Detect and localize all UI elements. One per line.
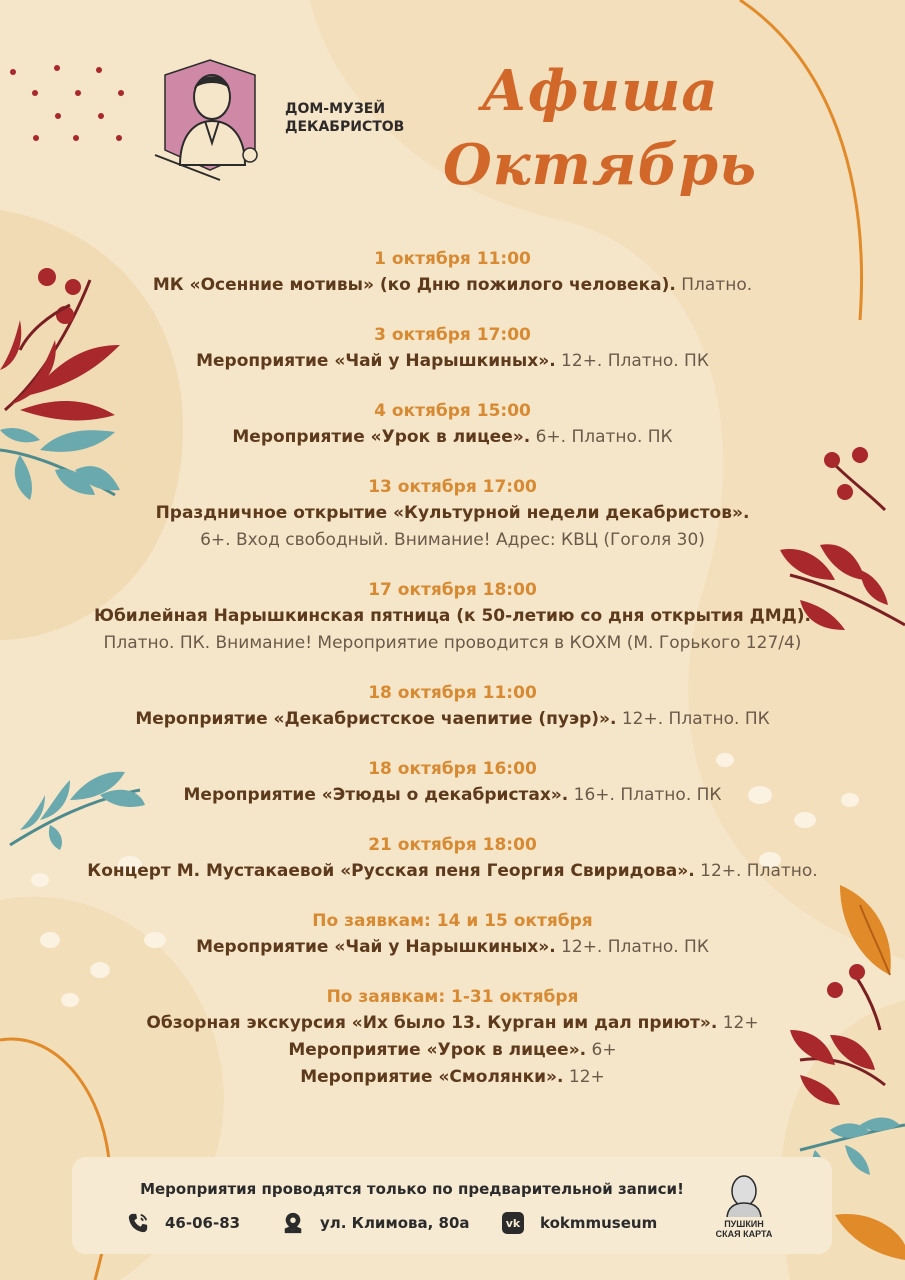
event-description: [40, 706, 865, 733]
event-date: 3 октября 17:00: [374, 325, 531, 345]
event-title: Мероприятие «Смолянки».: [300, 1067, 564, 1087]
phone-icon: [127, 1212, 149, 1234]
event-title: Мероприятие «Урок в лицее».: [232, 427, 531, 447]
svg-text:СКАЯ КАРТА: СКАЯ КАРТА: [715, 1229, 773, 1239]
event-title: Мероприятие «Этюды о декабристах».: [183, 785, 569, 805]
museum-name: [285, 100, 404, 136]
museum-logo: [150, 55, 270, 185]
event-item: [40, 984, 865, 1091]
event-schedule: [40, 246, 865, 1114]
event-date: 13 октября 17:00: [368, 477, 537, 497]
event-details: 16+. Платно. ПК: [568, 785, 722, 805]
pushkin-card-logo: [707, 1169, 782, 1244]
event-title: Обзорная экскурсия «Их было 13. Курган им дал приют».: [146, 1013, 718, 1033]
event-title: Мероприятие «Чай у Нарышкиных».: [196, 351, 556, 371]
event-title: Мероприятие «Урок в лицее».: [288, 1040, 587, 1060]
event-description: [40, 858, 865, 885]
svg-text:ПУШКИН: ПУШКИН: [724, 1219, 764, 1229]
event-details: 12+. Платно. ПК: [555, 351, 709, 371]
vk-contact[interactable]: [502, 1212, 657, 1234]
event-details: Платно. ПК. Внимание! Мероприятие проводится в КОХМ (М. Горького 127/4): [103, 633, 802, 653]
event-title: МК «Осенние мотивы» (ко Дню пожилого человека).: [152, 275, 676, 295]
event-title: Мероприятие «Декабристское чаепитие (пуэр)».: [135, 709, 617, 729]
event-details: 12+: [717, 1013, 759, 1033]
event-date: 1 октября 11:00: [374, 249, 531, 269]
event-date: 18 октября 16:00: [368, 759, 537, 779]
event-title: Концерт М. Мустакаевой «Русская пеня Георгия Свиридова».: [87, 861, 695, 881]
event-details: 12+. Платно. ПК: [555, 937, 709, 957]
event-item: [40, 322, 865, 375]
address-contact[interactable]: [282, 1212, 470, 1234]
registration-note: Мероприятия проводятся только по предварительной записи!: [140, 1180, 684, 1198]
museum-name-line1: ДОМ-МУЗЕЙ: [285, 101, 386, 117]
poster-title-line2: Октябрь: [442, 132, 758, 198]
event-item: [40, 577, 865, 657]
event-item: [40, 398, 865, 451]
contact-footer: [72, 1157, 832, 1254]
event-item: [40, 756, 865, 809]
event-details: 6+. Вход свободный. Внимание! Адрес: КВЦ (Гоголя 30): [200, 530, 705, 550]
event-details: 12+: [563, 1067, 605, 1087]
event-title: Мероприятие «Чай у Нарышкиных».: [196, 937, 556, 957]
event-date: 21 октября 18:00: [368, 835, 537, 855]
phone-number: 46-06-83: [165, 1214, 241, 1232]
location-icon: [282, 1212, 304, 1234]
event-description: [40, 424, 865, 451]
event-title: Юбилейная Нарышкинская пятница (к 50-летию со дня открытия ДМД).: [93, 606, 811, 626]
phone-contact[interactable]: [127, 1212, 240, 1234]
event-date: По заявкам: 1-31 октября: [326, 987, 579, 1007]
event-description: [40, 603, 865, 630]
event-description: [40, 1064, 865, 1091]
event-date: 4 октября 15:00: [374, 401, 531, 421]
event-description: [40, 348, 865, 375]
address-text: ул. Климова, 80а: [320, 1214, 470, 1232]
vk-handle: kokmmuseum: [540, 1214, 658, 1232]
event-details: 12+. Платно.: [694, 861, 818, 881]
event-details: 6+. Платно. ПК: [530, 427, 673, 447]
event-item: [40, 832, 865, 885]
event-description: [40, 500, 865, 527]
event-details: 12+. Платно. ПК: [616, 709, 770, 729]
museum-name-line2: ДЕКАБРИСТОВ: [285, 119, 405, 135]
vk-icon: vk: [502, 1212, 524, 1234]
event-description: [40, 782, 865, 809]
event-item: [40, 474, 865, 554]
event-title: Праздничное открытие «Культурной недели декабристов».: [155, 503, 750, 523]
event-description: [40, 1037, 865, 1064]
event-date: 18 октября 11:00: [368, 683, 537, 703]
event-date: 17 октября 18:00: [368, 580, 537, 600]
event-date: По заявкам: 14 и 15 октября: [312, 911, 593, 931]
event-details: 6+: [586, 1040, 617, 1060]
event-item: [40, 908, 865, 961]
event-details: Платно.: [675, 275, 753, 295]
event-description: [40, 272, 865, 299]
event-item: [40, 246, 865, 299]
event-item: [40, 680, 865, 733]
event-description: [40, 1010, 865, 1037]
event-description: [40, 934, 865, 961]
poster-title-line1: Афиша: [481, 58, 719, 124]
